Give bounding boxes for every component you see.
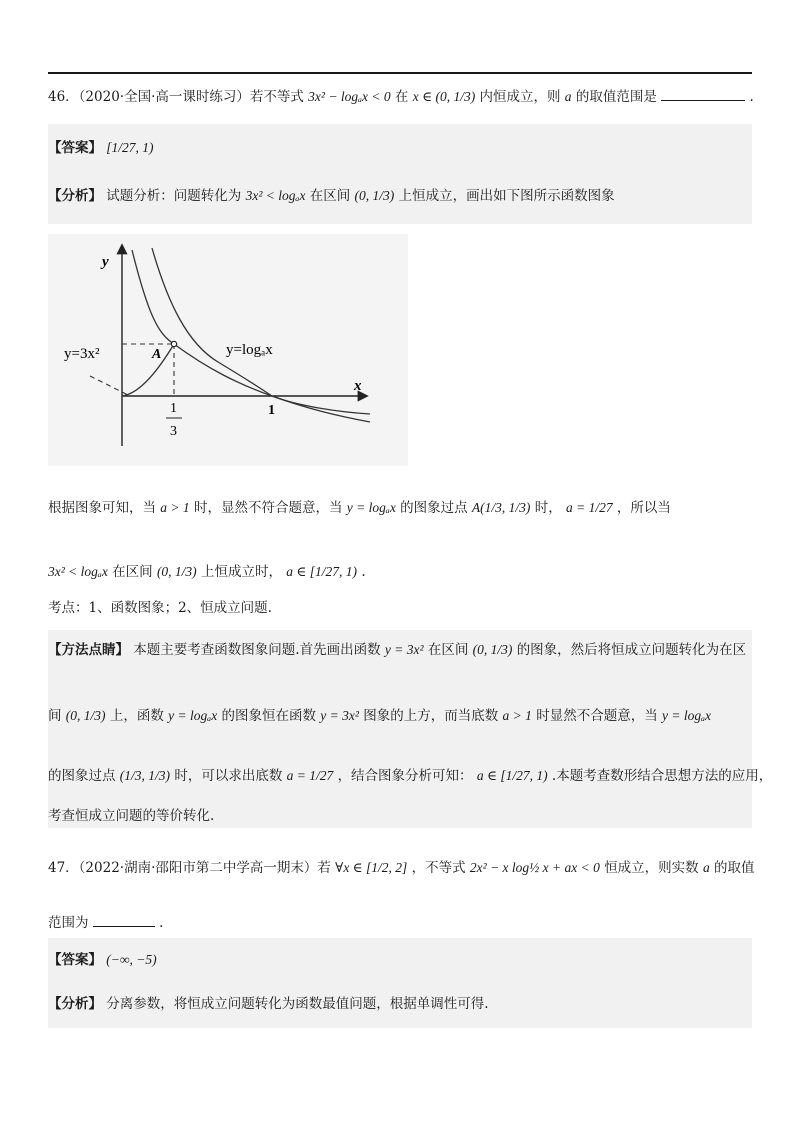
p2-b: 上恒成立时， [200,564,282,580]
kaodian-line: 考点：1、函数图象；2、恒成立问题. [48,600,272,616]
method-l2-a: 间 [48,708,62,724]
q47-tail: 恒成立，则实数 [604,860,699,876]
method-l3-aval: a = 1/27 [286,768,334,783]
upper-curve [152,248,370,414]
q47-forall: ∀x ∈ [1/2, 2] [335,860,408,875]
q47-var-a: a [702,860,710,875]
method-l3-c: ，结合图象分析可知： [337,768,473,784]
question-47-line-2 [48,912,163,933]
analysis-47-label: 【分析】 [48,996,102,1012]
log-label: y=logₐx [226,342,273,358]
p1-e: ，所以当 [616,500,671,516]
answer-47-value: (−∞, −5) [106,952,157,967]
point-a-marker [171,341,176,346]
x-axis-label: x [354,378,362,394]
q46-tail2: 的取值范围是 [575,89,657,105]
point-a-label: A [152,347,162,362]
question-46 [48,86,754,107]
method-l2-d: 图象的上方，而当底数 [363,708,499,724]
p1-c: 的图象过点 [400,500,468,516]
answer-46 [48,138,154,158]
method-l3-a: 的图象过点 [48,768,116,784]
p1-point: A(1/3, 1/3) [471,500,531,515]
p2-ineq: 3x² < logₐx [48,564,108,579]
analysis-47 [48,994,489,1014]
method-line-3 [48,766,772,786]
method-l2-cond: a > 1 [502,708,532,723]
method-l1-a: 本题主要考查函数图象问题.首先画出函数 [133,642,381,658]
answer-47-label: 【答案】 [48,952,102,968]
q47-line2: 范围为 [48,915,89,931]
q47-answer-blank [93,912,155,927]
tick-third-denominator: 3 [170,424,177,439]
p1-b: 时，显然不符合题意，当 [193,500,343,516]
answer-46-value: [1/27, 1) [106,140,154,155]
analysis-46-text3: 上恒成立，画出如下图所示函数图象 [398,188,615,204]
p1-func: y = logₐx [346,500,396,515]
question-47 [48,858,755,878]
p2-interval: (0, 1/3) [156,564,197,579]
parabola-label: y=3x² [64,346,100,362]
method-l2-func2: y = 3x² [320,708,359,723]
tick-one-label: 1 [268,403,275,418]
body-paragraph-1 [48,498,671,518]
method-l2-c: 的图象恒在函数 [221,708,316,724]
method-l1-func: y = 3x² [384,642,424,657]
function-graph-figure [48,234,408,466]
p1-a: 根据图象可知，当 [48,500,156,516]
analysis-label: 【分析】 [48,188,102,204]
method-line-4: 考查恒成立问题的等价转化. [48,808,215,824]
q46-prefix: 46．（2020·全国·高一课时练习）若不等式 [48,89,304,105]
method-l1-c: 的图象，然后将恒成立问题转化为在区 [516,642,747,658]
analysis-46-ineq: 3x² < logₐx [245,188,306,203]
q47-prefix: 47．（2022·湖南·邵阳市第二中学高一期末）若 [48,860,331,876]
q47-mid: ，不等式 [411,860,466,876]
method-label: 【方法点睛】 [48,642,129,658]
analysis-46 [48,186,615,206]
header-rule [48,72,752,74]
answer-47 [48,950,157,970]
answer-label: 【答案】 [48,140,102,156]
body-paragraph-2 [48,562,366,582]
method-l3-range: a ∈ [1/27, 1) [476,768,548,783]
q47-tail2: 的取值 [714,860,755,876]
method-l1-b: 在区间 [427,642,469,658]
analysis-46-text2: 在区间 [309,188,351,204]
method-l2-func: y = logₐx [168,708,218,723]
q46-answer-blank [661,86,745,101]
p2-range: a ∈ [1/27, 1) [286,564,358,579]
method-l3-b: 时，可以求出底数 [174,768,283,784]
method-l2-func3: y = logₐx [662,708,712,723]
method-l3-point: (1/3, 1/3) [119,768,171,783]
q47-period: . [159,915,164,931]
q47-inequality: 2x² − x log½ x + ax < 0 [469,860,600,875]
p1-cond: a > 1 [160,500,190,515]
q46-mid: 在 [394,89,409,105]
method-line-1 [48,640,746,660]
method-l2-interval: (0, 1/3) [65,708,106,723]
analysis-47-text: 分离参数，将恒成立问题转化为函数最值问题，根据单调性可得. [106,996,489,1012]
method-line-2 [48,706,711,726]
analysis-46-interval: (0, 1/3) [354,188,395,203]
p2-a: 在区间 [112,564,153,580]
p1-d: 时， [534,500,562,516]
q46-inequality: 3x² − logₐx < 0 [308,89,391,104]
answer-46-panel [48,124,752,224]
method-l3-d: .本题考查数形结合思想方法的应用， [551,768,773,784]
parabola-curve [122,344,174,396]
function-graph [48,234,408,466]
q46-tail1: 内恒成立，则 [479,89,561,105]
p2-end: . [361,564,366,580]
y-axis-label: y [102,254,109,270]
q46-period: . [749,89,754,105]
method-l2-b: 上，函数 [109,708,164,724]
q46-var-a: a [564,89,572,104]
analysis-46-text1: 试题分析：问题转化为 [106,188,242,204]
dashed-pointer [90,376,130,396]
q46-domain: x ∈ (0, 1/3) [412,89,476,104]
tick-third-numerator: 1 [170,401,177,416]
method-l2-e: 时显然不合题意，当 [536,708,658,724]
method-l1-interval: (0, 1/3) [472,642,513,657]
p1-aval: a = 1/27 [566,500,613,515]
